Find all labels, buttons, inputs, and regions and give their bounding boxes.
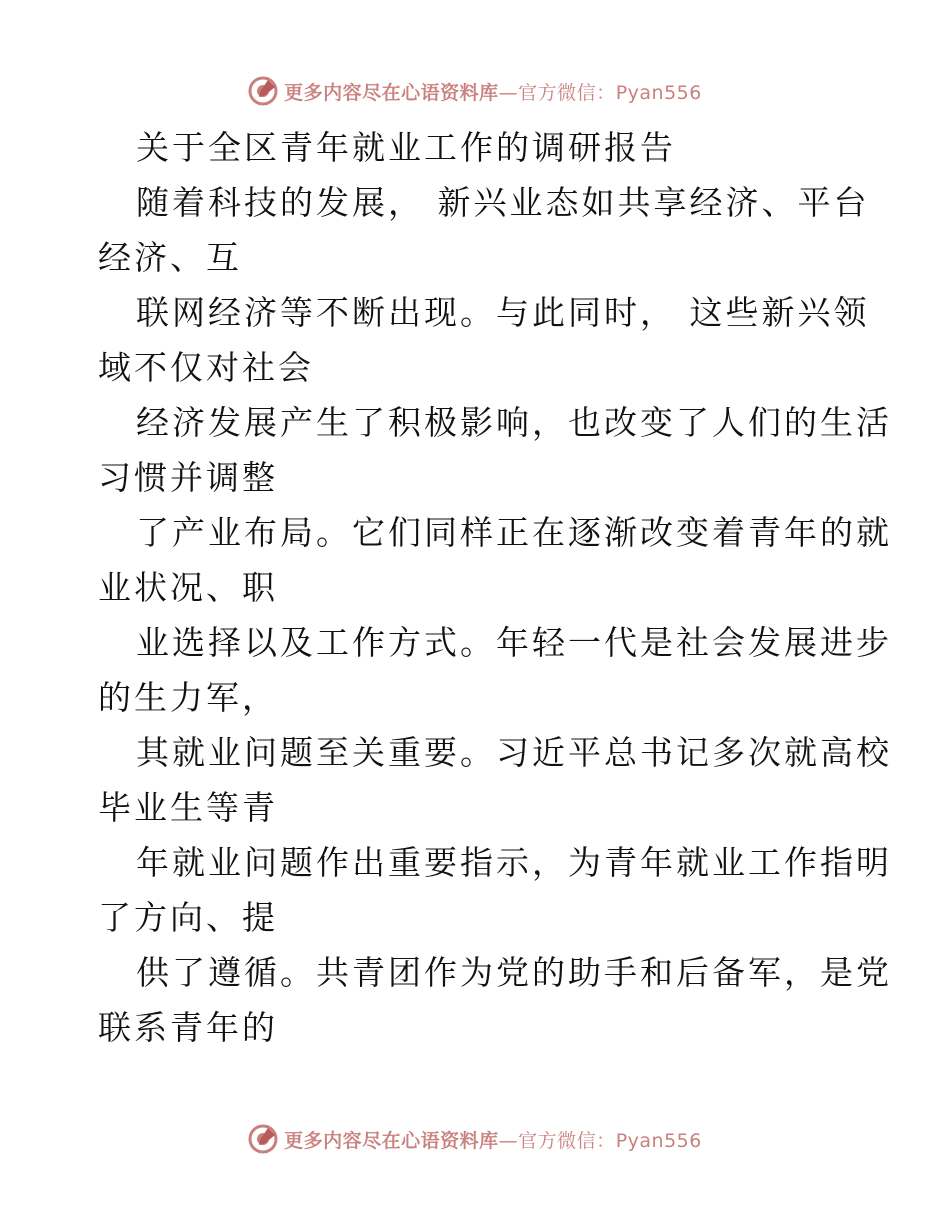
- text-line: 随着科技的发展， 新兴业态如共享经济、平台: [136, 183, 870, 222]
- pen-logo-icon: [248, 1124, 278, 1154]
- text-line: 业状况、职: [98, 568, 278, 607]
- text-line: 了方向、提: [98, 898, 278, 937]
- text-line: 毕业生等青: [98, 788, 278, 827]
- header-watermark: [0, 74, 950, 108]
- text-line: 习惯并调整: [98, 458, 278, 497]
- document-body: [98, 120, 892, 1055]
- text-line: 经济发展产生了积极影响，也改变了人们的生活: [136, 403, 892, 442]
- text-line: 经济、互: [98, 238, 242, 277]
- text-line: 其就业问题至关重要。习近平总书记多次就高校: [136, 733, 892, 772]
- text-line: 域不仅对社会: [98, 348, 314, 387]
- watermark-text: 更多内容尽在心语资料库—官方微信：Pyan556: [284, 1129, 702, 1152]
- text-line: 联系青年的: [98, 1008, 278, 1047]
- text-line: 的生力军，: [98, 678, 278, 717]
- watermark-text: 更多内容尽在心语资料库—官方微信：Pyan556: [284, 81, 702, 104]
- footer-watermark: [0, 1122, 950, 1156]
- text-line: 联网经济等不断出现。与此同时， 这些新兴领: [136, 293, 870, 332]
- text-line: 供了遵循。共青团作为党的助手和后备军，是党: [136, 953, 892, 992]
- text-line: 业选择以及工作方式。年轻一代是社会发展进步: [136, 623, 892, 662]
- text-line: 年就业问题作出重要指示，为青年就业工作指明: [136, 843, 892, 882]
- document-title: 关于全区青年就业工作的调研报告: [136, 128, 676, 167]
- paragraph-lines: [98, 175, 892, 1055]
- text-line: 了产业布局。它们同样正在逐渐改变着青年的就: [136, 513, 892, 552]
- pen-logo-icon: [248, 76, 278, 106]
